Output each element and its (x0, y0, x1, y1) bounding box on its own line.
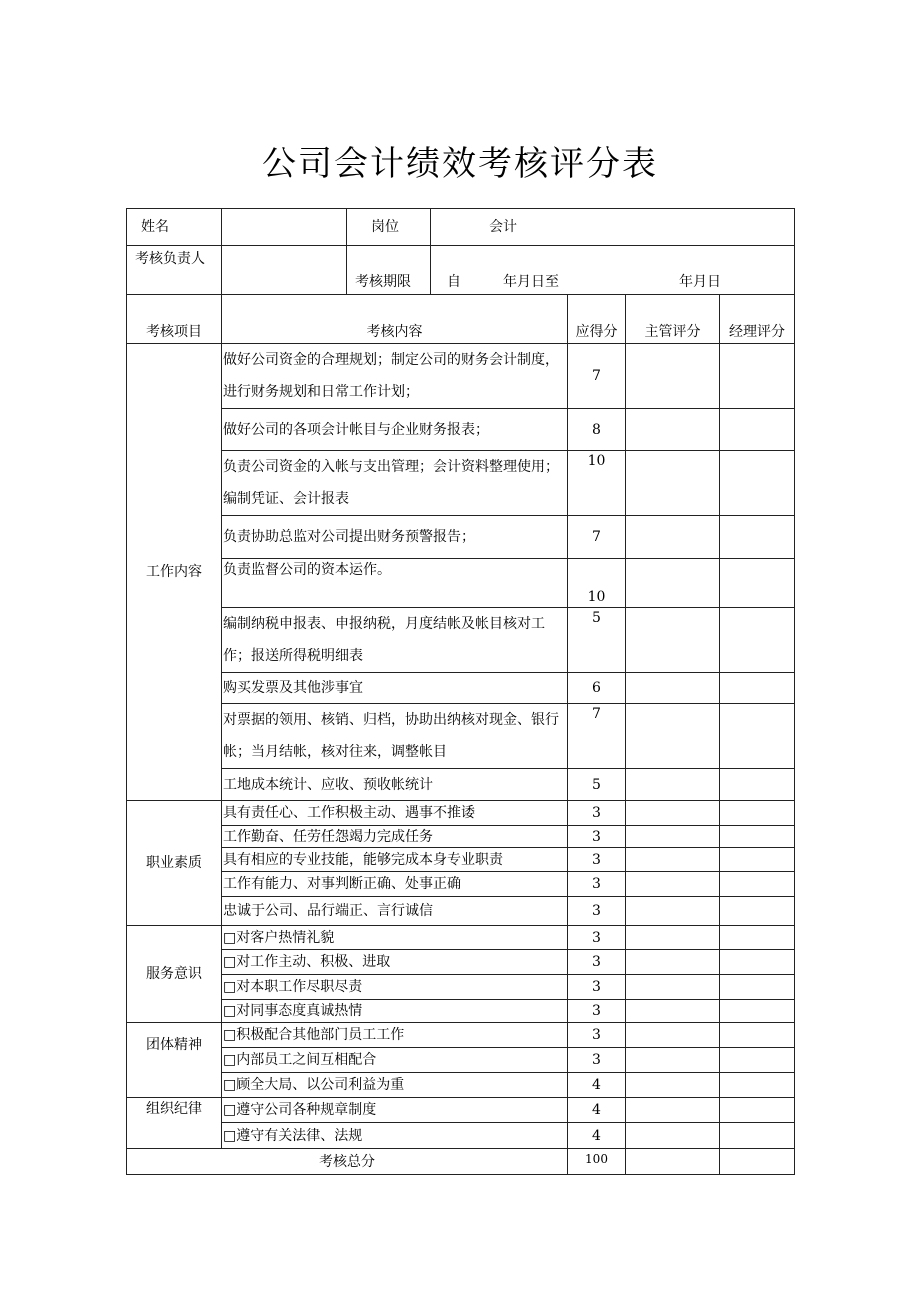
table-row (127, 801, 795, 826)
period-from: 自 (447, 274, 461, 290)
item-content: 做好公司资金的合理规划；制定公司的财务会计制度，进行财务规划和日常工作计划； (222, 344, 568, 409)
manager-score-cell[interactable] (626, 801, 720, 826)
manager-score-cell[interactable] (626, 673, 720, 704)
period-value[interactable] (431, 246, 795, 295)
table-row (127, 950, 795, 975)
manager-score-cell[interactable] (626, 608, 720, 673)
item-content: 负责公司资金的入帐与支出管理；会计资料整理使用；编制凭证、会计报表 (222, 451, 568, 516)
item-score: 7 (568, 516, 626, 559)
director-score-cell[interactable] (720, 409, 795, 451)
item-score: 4 (568, 1123, 626, 1149)
manager-score-cell[interactable] (626, 975, 720, 1000)
director-score-cell[interactable] (720, 344, 795, 409)
header-item: 考核项目 (127, 295, 222, 344)
item-content: 购买发票及其他涉事宜 (222, 673, 568, 704)
manager-score-cell[interactable] (626, 344, 720, 409)
item-score: 3 (568, 897, 626, 926)
category-discipline: 组织纪律 (127, 1098, 222, 1149)
manager-score-cell[interactable] (626, 1023, 720, 1048)
item-content: □顾全大局、以公司利益为重 (222, 1073, 568, 1098)
director-score-cell[interactable] (720, 826, 795, 848)
table-row (127, 1123, 795, 1149)
director-score-cell[interactable] (720, 673, 795, 704)
item-content: 做好公司的各项会计帐目与企业财务报表； (222, 409, 568, 451)
table-row (127, 673, 795, 704)
item-content: 工作有能力、对事判断正确、处事正确 (222, 872, 568, 897)
item-score: 3 (568, 801, 626, 826)
item-score: 3 (568, 975, 626, 1000)
manager-score-cell[interactable] (626, 848, 720, 872)
item-score: 3 (568, 848, 626, 872)
item-score: 6 (568, 673, 626, 704)
item-content: 工作勤奋、任劳任怨竭力完成任务 (222, 826, 568, 848)
director-score-cell[interactable] (720, 950, 795, 975)
name-label: 姓名 (127, 209, 222, 246)
total-row (127, 1149, 795, 1175)
item-score: 3 (568, 1000, 626, 1023)
item-content: □遵守有关法律、法规 (222, 1123, 568, 1149)
table-row (127, 608, 795, 673)
item-content: 工地成本统计、应收、预收帐统计 (222, 769, 568, 801)
manager-score-cell[interactable] (626, 516, 720, 559)
header-director-score: 经理评分 (720, 295, 795, 344)
item-score: 10 (568, 559, 626, 608)
table-row (127, 409, 795, 451)
director-score-cell[interactable] (720, 559, 795, 608)
director-score-cell[interactable] (720, 801, 795, 826)
director-score-cell[interactable] (720, 926, 795, 950)
director-score-cell[interactable] (720, 516, 795, 559)
table-row (127, 1098, 795, 1123)
director-score-cell[interactable] (720, 1098, 795, 1123)
table-row (127, 344, 795, 409)
table-row (127, 559, 795, 608)
manager-score-cell[interactable] (626, 451, 720, 516)
item-content: □积极配合其他部门员工工作 (222, 1023, 568, 1048)
director-score-cell[interactable] (720, 1123, 795, 1149)
manager-score-cell[interactable] (626, 872, 720, 897)
director-score-cell[interactable] (720, 1048, 795, 1073)
manager-score-cell[interactable] (626, 769, 720, 801)
header-row (127, 295, 795, 344)
manager-score-cell[interactable] (626, 897, 720, 926)
evaluation-table (126, 208, 795, 1175)
director-score-cell[interactable] (720, 769, 795, 801)
item-content: 具有相应的专业技能，能够完成本身专业职责 (222, 848, 568, 872)
header-manager-score: 主管评分 (626, 295, 720, 344)
table-row (127, 451, 795, 516)
manager-score-cell[interactable] (626, 1048, 720, 1073)
item-score: 8 (568, 409, 626, 451)
table-row (127, 769, 795, 801)
table-row (127, 897, 795, 926)
category-service: 服务意识 (127, 926, 222, 1023)
item-score: 5 (568, 608, 626, 673)
item-score: 7 (568, 704, 626, 769)
total-score: 100 (568, 1149, 626, 1175)
item-score: 3 (568, 926, 626, 950)
director-score-cell[interactable] (720, 704, 795, 769)
table-row (127, 975, 795, 1000)
table-row (127, 704, 795, 769)
table-row (127, 872, 795, 897)
item-score: 4 (568, 1098, 626, 1123)
director-score-cell[interactable] (720, 1073, 795, 1098)
table-row (127, 826, 795, 848)
item-score: 3 (568, 872, 626, 897)
director-score-cell[interactable] (720, 1023, 795, 1048)
table-row (127, 516, 795, 559)
header-score: 应得分 (568, 295, 626, 344)
item-score: 7 (568, 344, 626, 409)
director-score-cell[interactable] (720, 897, 795, 926)
director-score-cell[interactable] (720, 1000, 795, 1023)
name-value[interactable] (222, 209, 347, 246)
category-quality: 职业素质 (127, 801, 222, 926)
reviewer-value[interactable] (222, 246, 347, 295)
header-content: 考核内容 (222, 295, 568, 344)
table-row (127, 1000, 795, 1023)
item-score: 5 (568, 769, 626, 801)
manager-score-cell[interactable] (626, 926, 720, 950)
category-team: 团体精神 (127, 1023, 222, 1098)
position-value[interactable]: 会计 (431, 209, 795, 246)
item-content: 具有责任心、工作积极主动、遇事不推诿 (222, 801, 568, 826)
manager-score-cell[interactable] (626, 409, 720, 451)
manager-score-cell[interactable] (626, 1073, 720, 1098)
director-score-cell[interactable] (720, 975, 795, 1000)
manager-score-cell[interactable] (626, 1098, 720, 1123)
table-row (127, 1048, 795, 1073)
director-score-cell[interactable] (720, 872, 795, 897)
item-content: 忠诚于公司、品行端正、言行诚信 (222, 897, 568, 926)
item-content: □对工作主动、积极、进取 (222, 950, 568, 975)
manager-score-cell[interactable] (626, 559, 720, 608)
item-score: 3 (568, 1048, 626, 1073)
period-mid: 年月日至 (503, 274, 559, 290)
info-row-name (127, 209, 795, 246)
director-score-cell[interactable] (720, 848, 795, 872)
manager-score-cell[interactable] (626, 826, 720, 848)
info-row-period (127, 246, 795, 295)
manager-score-cell[interactable] (626, 704, 720, 769)
item-content: □对同事态度真诚热情 (222, 1000, 568, 1023)
page-title: 公司会计绩效考核评分表 (262, 144, 658, 184)
item-content: □内部员工之间互相配合 (222, 1048, 568, 1073)
director-score-cell[interactable] (720, 451, 795, 516)
item-content: □对客户热情礼貌 (222, 926, 568, 950)
item-content: 对票据的领用、核销、归档，协助出纳核对现金、银行帐；当月结帐，核对往来，调整帐目 (222, 704, 568, 769)
total-label: 考核总分 (127, 1149, 568, 1175)
table-row (127, 848, 795, 872)
item-content: □遵守公司各种规章制度 (222, 1098, 568, 1123)
period-end: 年月日 (679, 274, 721, 290)
manager-score-cell[interactable] (626, 950, 720, 975)
director-score-cell[interactable] (720, 608, 795, 673)
item-score: 3 (568, 1023, 626, 1048)
manager-total-cell[interactable] (626, 1149, 720, 1175)
manager-score-cell[interactable] (626, 1000, 720, 1023)
item-score: 3 (568, 826, 626, 848)
item-content: 负责监督公司的资本运作。 (222, 559, 568, 608)
position-label: 岗位 (347, 209, 431, 246)
reviewer-label: 考核负责人 (127, 246, 222, 295)
table-row (127, 1073, 795, 1098)
item-score: 3 (568, 950, 626, 975)
manager-score-cell[interactable] (626, 1123, 720, 1149)
table-row (127, 1023, 795, 1048)
period-label: 考核期限 (347, 246, 431, 295)
table-row (127, 926, 795, 950)
item-content: □对本职工作尽职尽责 (222, 975, 568, 1000)
item-content: 编制纳税申报表、申报纳税，月度结帐及帐目核对工作；报送所得税明细表 (222, 608, 568, 673)
director-total-cell[interactable] (720, 1149, 795, 1175)
item-score: 10 (568, 451, 626, 516)
item-score: 4 (568, 1073, 626, 1098)
category-work: 工作内容 (127, 344, 222, 801)
item-content: 负责协助总监对公司提出财务预警报告； (222, 516, 568, 559)
